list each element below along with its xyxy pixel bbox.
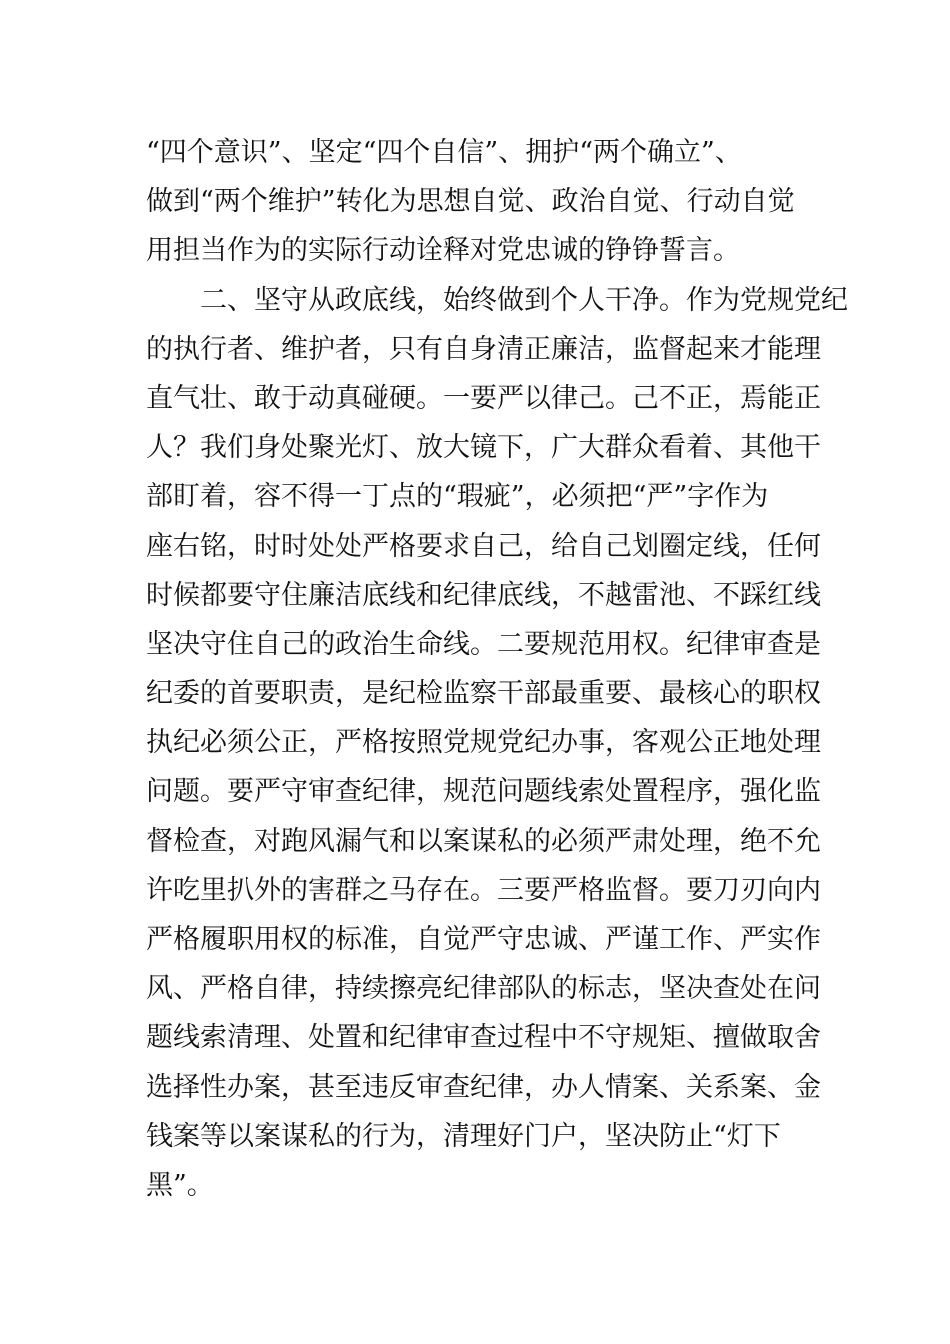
- text-line: 严格履职用权的标准，自觉严守忠诚、严谨工作、严实作: [146, 924, 821, 955]
- text-line: 风、严格自律，持续擦亮纪律部队的标志，坚决查处在问: [146, 973, 821, 1005]
- text-line: 直气壮、敢于动真碰硬。一要严以律己。己不正，焉能正: [146, 382, 821, 414]
- text-line: 部盯着，容不得一丁点的“瑕疵”，必须把“严”字作为: [146, 481, 769, 513]
- text-line: 钱案等以案谋私的行为，清理好门户，坚决防止“灯下: [146, 1120, 781, 1152]
- text-line: 许吃里扒外的害群之马存在。三要严格监督。要刀刃向内: [146, 874, 821, 906]
- body-text: [146, 128, 848, 1210]
- text-line: 坚决守住自己的政治生命线。二要规范用权。纪律审查是: [146, 628, 821, 660]
- section-heading-line: 二、坚守从政底线，始终做到个人干净。作为党规党纪: [200, 284, 848, 316]
- text-line: 执纪必须公正，严格按照党规党纪办事，客观公正地处理: [146, 727, 821, 759]
- text-line: 用担当作为的实际行动诠释对党忠诚的铮铮誓言。: [146, 235, 740, 267]
- text-line: 纪委的首要职责，是纪检监察干部最重要、最核心的职权: [146, 678, 821, 710]
- text-line: 做到“两个维护”转化为思想自觉、政治自觉、行动自觉: [146, 186, 795, 218]
- text-line: 人？我们身处聚光灯、放大镜下，广大群众看着、其他干: [146, 432, 821, 464]
- text-line: 督检查，对跑风漏气和以案谋私的必须严肃处理，绝不允: [146, 825, 821, 857]
- text-line: 问题。要严守审查纪律，规范问题线索处置程序，强化监: [146, 776, 821, 808]
- text-line: “四个意识”、坚定“四个自信”、拥护“两个确立”、: [146, 137, 742, 168]
- text-line: 题线索清理、处置和纪律审查过程中不守规矩、擅做取舍: [146, 1022, 821, 1054]
- text-line: 座右铭，时时处处严格要求自己，给自己划圈定线，任何: [146, 530, 821, 562]
- text-line: 时候都要守住廉洁底线和纪律底线，不越雷池、不踩红线: [146, 579, 821, 611]
- text-line: 黑”。: [146, 1169, 214, 1201]
- text-line: 的执行者、维护者，只有自身清正廉洁，监督起来才能理: [146, 333, 821, 365]
- text-line: 选择性办案，甚至违反审查纪律，办人情案、关系案、金: [146, 1071, 821, 1103]
